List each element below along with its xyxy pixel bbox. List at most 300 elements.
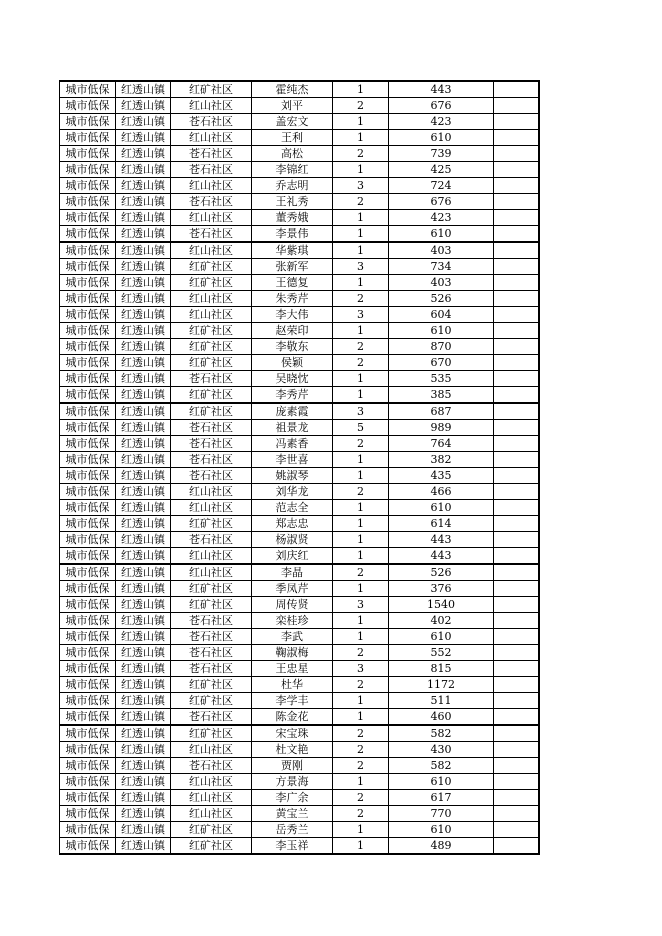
amount-cell[interactable]: 734: [389, 259, 494, 275]
category-cell[interactable]: 城市低保: [60, 709, 116, 726]
amount-cell[interactable]: 403: [389, 242, 494, 259]
amount-cell[interactable]: 403: [389, 275, 494, 291]
town-cell[interactable]: 红透山镇: [116, 114, 171, 130]
amount-cell[interactable]: 466: [389, 484, 494, 500]
category-cell[interactable]: 城市低保: [60, 790, 116, 806]
town-cell[interactable]: 红透山镇: [116, 291, 171, 307]
town-cell[interactable]: 红透山镇: [116, 790, 171, 806]
blank-cell[interactable]: [494, 162, 540, 178]
household-size-cell[interactable]: 1: [333, 822, 389, 838]
town-cell[interactable]: 红透山镇: [116, 581, 171, 597]
town-cell[interactable]: 红透山镇: [116, 693, 171, 709]
community-cell[interactable]: 苍石社区: [171, 371, 252, 387]
name-cell[interactable]: 杨淑贤: [252, 532, 333, 548]
amount-cell[interactable]: 460: [389, 709, 494, 726]
amount-cell[interactable]: 511: [389, 693, 494, 709]
amount-cell[interactable]: 423: [389, 114, 494, 130]
household-size-cell[interactable]: 1: [333, 210, 389, 226]
community-cell[interactable]: 红矿社区: [171, 275, 252, 291]
blank-cell[interactable]: [494, 790, 540, 806]
household-size-cell[interactable]: 1: [333, 226, 389, 243]
category-cell[interactable]: 城市低保: [60, 468, 116, 484]
amount-cell[interactable]: 526: [389, 564, 494, 581]
amount-cell[interactable]: 617: [389, 790, 494, 806]
household-size-cell[interactable]: 1: [333, 693, 389, 709]
community-cell[interactable]: 苍石社区: [171, 162, 252, 178]
category-cell[interactable]: 城市低保: [60, 307, 116, 323]
name-cell[interactable]: 周传贤: [252, 597, 333, 613]
amount-cell[interactable]: 430: [389, 742, 494, 758]
blank-cell[interactable]: [494, 709, 540, 726]
name-cell[interactable]: 张新军: [252, 259, 333, 275]
blank-cell[interactable]: [494, 194, 540, 210]
name-cell[interactable]: 李敬东: [252, 339, 333, 355]
community-cell[interactable]: 红矿社区: [171, 822, 252, 838]
blank-cell[interactable]: [494, 516, 540, 532]
town-cell[interactable]: 红透山镇: [116, 516, 171, 532]
town-cell[interactable]: 红透山镇: [116, 259, 171, 275]
household-size-cell[interactable]: 1: [333, 387, 389, 404]
category-cell[interactable]: 城市低保: [60, 339, 116, 355]
community-cell[interactable]: 苍石社区: [171, 452, 252, 468]
community-cell[interactable]: 苍石社区: [171, 436, 252, 452]
household-size-cell[interactable]: 1: [333, 500, 389, 516]
amount-cell[interactable]: 435: [389, 468, 494, 484]
household-size-cell[interactable]: 1: [333, 130, 389, 146]
blank-cell[interactable]: [494, 452, 540, 468]
amount-cell[interactable]: 526: [389, 291, 494, 307]
household-size-cell[interactable]: 2: [333, 146, 389, 162]
community-cell[interactable]: 红矿社区: [171, 81, 252, 98]
blank-cell[interactable]: [494, 146, 540, 162]
blank-cell[interactable]: [494, 629, 540, 645]
community-cell[interactable]: 苍石社区: [171, 629, 252, 645]
category-cell[interactable]: 城市低保: [60, 146, 116, 162]
blank-cell[interactable]: [494, 307, 540, 323]
name-cell[interactable]: 刘平: [252, 98, 333, 114]
town-cell[interactable]: 红透山镇: [116, 822, 171, 838]
town-cell[interactable]: 红透山镇: [116, 742, 171, 758]
name-cell[interactable]: 庞素霞: [252, 403, 333, 420]
amount-cell[interactable]: 535: [389, 371, 494, 387]
category-cell[interactable]: 城市低保: [60, 323, 116, 339]
name-cell[interactable]: 刘庆红: [252, 548, 333, 565]
blank-cell[interactable]: [494, 564, 540, 581]
name-cell[interactable]: 李大伟: [252, 307, 333, 323]
community-cell[interactable]: 红矿社区: [171, 516, 252, 532]
town-cell[interactable]: 红透山镇: [116, 210, 171, 226]
amount-cell[interactable]: 376: [389, 581, 494, 597]
town-cell[interactable]: 红透山镇: [116, 500, 171, 516]
amount-cell[interactable]: 1172: [389, 677, 494, 693]
amount-cell[interactable]: 989: [389, 420, 494, 436]
amount-cell[interactable]: 402: [389, 613, 494, 629]
amount-cell[interactable]: 610: [389, 629, 494, 645]
household-size-cell[interactable]: 1: [333, 838, 389, 855]
blank-cell[interactable]: [494, 339, 540, 355]
community-cell[interactable]: 红矿社区: [171, 693, 252, 709]
amount-cell[interactable]: 614: [389, 516, 494, 532]
name-cell[interactable]: 吴晓忱: [252, 371, 333, 387]
category-cell[interactable]: 城市低保: [60, 581, 116, 597]
category-cell[interactable]: 城市低保: [60, 291, 116, 307]
community-cell[interactable]: 红山社区: [171, 548, 252, 565]
town-cell[interactable]: 红透山镇: [116, 452, 171, 468]
town-cell[interactable]: 红透山镇: [116, 564, 171, 581]
household-size-cell[interactable]: 1: [333, 242, 389, 259]
blank-cell[interactable]: [494, 645, 540, 661]
category-cell[interactable]: 城市低保: [60, 114, 116, 130]
name-cell[interactable]: 黄宝兰: [252, 806, 333, 822]
household-size-cell[interactable]: 3: [333, 307, 389, 323]
blank-cell[interactable]: [494, 387, 540, 404]
name-cell[interactable]: 李武: [252, 629, 333, 645]
name-cell[interactable]: 李学丰: [252, 693, 333, 709]
amount-cell[interactable]: 489: [389, 838, 494, 855]
community-cell[interactable]: 红山社区: [171, 806, 252, 822]
name-cell[interactable]: 姚淑琴: [252, 468, 333, 484]
category-cell[interactable]: 城市低保: [60, 81, 116, 98]
category-cell[interactable]: 城市低保: [60, 484, 116, 500]
category-cell[interactable]: 城市低保: [60, 403, 116, 420]
name-cell[interactable]: 王忠星: [252, 661, 333, 677]
amount-cell[interactable]: 676: [389, 98, 494, 114]
household-size-cell[interactable]: 2: [333, 790, 389, 806]
household-size-cell[interactable]: 2: [333, 742, 389, 758]
household-size-cell[interactable]: 2: [333, 725, 389, 742]
community-cell[interactable]: 红山社区: [171, 564, 252, 581]
community-cell[interactable]: 红矿社区: [171, 677, 252, 693]
town-cell[interactable]: 红透山镇: [116, 484, 171, 500]
community-cell[interactable]: 红山社区: [171, 130, 252, 146]
name-cell[interactable]: 华紫琪: [252, 242, 333, 259]
amount-cell[interactable]: 724: [389, 178, 494, 194]
town-cell[interactable]: 红透山镇: [116, 709, 171, 726]
town-cell[interactable]: 红透山镇: [116, 194, 171, 210]
town-cell[interactable]: 红透山镇: [116, 146, 171, 162]
amount-cell[interactable]: 1540: [389, 597, 494, 613]
name-cell[interactable]: 李晶: [252, 564, 333, 581]
name-cell[interactable]: 高松: [252, 146, 333, 162]
category-cell[interactable]: 城市低保: [60, 693, 116, 709]
household-size-cell[interactable]: 1: [333, 323, 389, 339]
category-cell[interactable]: 城市低保: [60, 259, 116, 275]
category-cell[interactable]: 城市低保: [60, 774, 116, 790]
category-cell[interactable]: 城市低保: [60, 597, 116, 613]
blank-cell[interactable]: [494, 661, 540, 677]
household-size-cell[interactable]: 1: [333, 452, 389, 468]
amount-cell[interactable]: 382: [389, 452, 494, 468]
town-cell[interactable]: 红透山镇: [116, 645, 171, 661]
category-cell[interactable]: 城市低保: [60, 98, 116, 114]
name-cell[interactable]: 范志全: [252, 500, 333, 516]
category-cell[interactable]: 城市低保: [60, 838, 116, 855]
blank-cell[interactable]: [494, 725, 540, 742]
amount-cell[interactable]: 552: [389, 645, 494, 661]
household-size-cell[interactable]: 2: [333, 194, 389, 210]
blank-cell[interactable]: [494, 275, 540, 291]
name-cell[interactable]: 王德复: [252, 275, 333, 291]
town-cell[interactable]: 红透山镇: [116, 162, 171, 178]
name-cell[interactable]: 宋宝珠: [252, 725, 333, 742]
category-cell[interactable]: 城市低保: [60, 742, 116, 758]
town-cell[interactable]: 红透山镇: [116, 178, 171, 194]
name-cell[interactable]: 赵荣印: [252, 323, 333, 339]
blank-cell[interactable]: [494, 774, 540, 790]
name-cell[interactable]: 董秀娥: [252, 210, 333, 226]
category-cell[interactable]: 城市低保: [60, 226, 116, 243]
name-cell[interactable]: 王利: [252, 130, 333, 146]
category-cell[interactable]: 城市低保: [60, 629, 116, 645]
community-cell[interactable]: 苍石社区: [171, 613, 252, 629]
category-cell[interactable]: 城市低保: [60, 452, 116, 468]
household-size-cell[interactable]: 3: [333, 597, 389, 613]
household-size-cell[interactable]: 1: [333, 629, 389, 645]
blank-cell[interactable]: [494, 210, 540, 226]
amount-cell[interactable]: 610: [389, 130, 494, 146]
name-cell[interactable]: 李世喜: [252, 452, 333, 468]
blank-cell[interactable]: [494, 242, 540, 259]
household-size-cell[interactable]: 1: [333, 709, 389, 726]
category-cell[interactable]: 城市低保: [60, 758, 116, 774]
blank-cell[interactable]: [494, 822, 540, 838]
category-cell[interactable]: 城市低保: [60, 548, 116, 565]
amount-cell[interactable]: 610: [389, 323, 494, 339]
name-cell[interactable]: 刘华龙: [252, 484, 333, 500]
blank-cell[interactable]: [494, 98, 540, 114]
amount-cell[interactable]: 604: [389, 307, 494, 323]
community-cell[interactable]: 红山社区: [171, 178, 252, 194]
community-cell[interactable]: 红山社区: [171, 774, 252, 790]
community-cell[interactable]: 苍石社区: [171, 661, 252, 677]
blank-cell[interactable]: [494, 468, 540, 484]
blank-cell[interactable]: [494, 806, 540, 822]
household-size-cell[interactable]: 1: [333, 548, 389, 565]
name-cell[interactable]: 鞠淑梅: [252, 645, 333, 661]
town-cell[interactable]: 红透山镇: [116, 242, 171, 259]
category-cell[interactable]: 城市低保: [60, 178, 116, 194]
town-cell[interactable]: 红透山镇: [116, 371, 171, 387]
blank-cell[interactable]: [494, 597, 540, 613]
amount-cell[interactable]: 425: [389, 162, 494, 178]
category-cell[interactable]: 城市低保: [60, 436, 116, 452]
community-cell[interactable]: 苍石社区: [171, 114, 252, 130]
town-cell[interactable]: 红透山镇: [116, 130, 171, 146]
blank-cell[interactable]: [494, 500, 540, 516]
blank-cell[interactable]: [494, 403, 540, 420]
community-cell[interactable]: 苍石社区: [171, 194, 252, 210]
amount-cell[interactable]: 443: [389, 532, 494, 548]
amount-cell[interactable]: 870: [389, 339, 494, 355]
name-cell[interactable]: 朱秀芹: [252, 291, 333, 307]
household-size-cell[interactable]: 1: [333, 468, 389, 484]
category-cell[interactable]: 城市低保: [60, 355, 116, 371]
community-cell[interactable]: 苍石社区: [171, 146, 252, 162]
amount-cell[interactable]: 676: [389, 194, 494, 210]
household-size-cell[interactable]: 5: [333, 420, 389, 436]
town-cell[interactable]: 红透山镇: [116, 758, 171, 774]
blank-cell[interactable]: [494, 677, 540, 693]
household-size-cell[interactable]: 2: [333, 436, 389, 452]
household-size-cell[interactable]: 2: [333, 677, 389, 693]
amount-cell[interactable]: 610: [389, 226, 494, 243]
blank-cell[interactable]: [494, 291, 540, 307]
amount-cell[interactable]: 670: [389, 355, 494, 371]
town-cell[interactable]: 红透山镇: [116, 436, 171, 452]
category-cell[interactable]: 城市低保: [60, 194, 116, 210]
category-cell[interactable]: 城市低保: [60, 613, 116, 629]
category-cell[interactable]: 城市低保: [60, 564, 116, 581]
town-cell[interactable]: 红透山镇: [116, 838, 171, 855]
amount-cell[interactable]: 739: [389, 146, 494, 162]
blank-cell[interactable]: [494, 742, 540, 758]
household-size-cell[interactable]: 1: [333, 581, 389, 597]
household-size-cell[interactable]: 1: [333, 162, 389, 178]
name-cell[interactable]: 杜华: [252, 677, 333, 693]
category-cell[interactable]: 城市低保: [60, 725, 116, 742]
town-cell[interactable]: 红透山镇: [116, 677, 171, 693]
community-cell[interactable]: 红山社区: [171, 242, 252, 259]
name-cell[interactable]: 李景伟: [252, 226, 333, 243]
community-cell[interactable]: 苍石社区: [171, 420, 252, 436]
blank-cell[interactable]: [494, 548, 540, 565]
community-cell[interactable]: 苍石社区: [171, 758, 252, 774]
name-cell[interactable]: 岳秀兰: [252, 822, 333, 838]
blank-cell[interactable]: [494, 81, 540, 98]
town-cell[interactable]: 红透山镇: [116, 597, 171, 613]
household-size-cell[interactable]: 2: [333, 484, 389, 500]
name-cell[interactable]: 李玉祥: [252, 838, 333, 855]
household-size-cell[interactable]: 2: [333, 564, 389, 581]
category-cell[interactable]: 城市低保: [60, 275, 116, 291]
community-cell[interactable]: 红山社区: [171, 790, 252, 806]
town-cell[interactable]: 红透山镇: [116, 613, 171, 629]
amount-cell[interactable]: 582: [389, 725, 494, 742]
amount-cell[interactable]: 443: [389, 548, 494, 565]
blank-cell[interactable]: [494, 114, 540, 130]
blank-cell[interactable]: [494, 838, 540, 855]
amount-cell[interactable]: 687: [389, 403, 494, 420]
town-cell[interactable]: 红透山镇: [116, 275, 171, 291]
blank-cell[interactable]: [494, 130, 540, 146]
town-cell[interactable]: 红透山镇: [116, 307, 171, 323]
name-cell[interactable]: 杜文艳: [252, 742, 333, 758]
category-cell[interactable]: 城市低保: [60, 661, 116, 677]
community-cell[interactable]: 苍石社区: [171, 645, 252, 661]
community-cell[interactable]: 红山社区: [171, 500, 252, 516]
town-cell[interactable]: 红透山镇: [116, 548, 171, 565]
community-cell[interactable]: 红矿社区: [171, 403, 252, 420]
community-cell[interactable]: 红矿社区: [171, 597, 252, 613]
blank-cell[interactable]: [494, 484, 540, 500]
household-size-cell[interactable]: 1: [333, 371, 389, 387]
name-cell[interactable]: 侯颖: [252, 355, 333, 371]
town-cell[interactable]: 红透山镇: [116, 468, 171, 484]
town-cell[interactable]: 红透山镇: [116, 532, 171, 548]
household-size-cell[interactable]: 1: [333, 532, 389, 548]
name-cell[interactable]: 祖景龙: [252, 420, 333, 436]
category-cell[interactable]: 城市低保: [60, 210, 116, 226]
amount-cell[interactable]: 610: [389, 822, 494, 838]
community-cell[interactable]: 红矿社区: [171, 339, 252, 355]
community-cell[interactable]: 苍石社区: [171, 709, 252, 726]
town-cell[interactable]: 红透山镇: [116, 629, 171, 645]
community-cell[interactable]: 红矿社区: [171, 725, 252, 742]
blank-cell[interactable]: [494, 532, 540, 548]
town-cell[interactable]: 红透山镇: [116, 387, 171, 404]
name-cell[interactable]: 李广余: [252, 790, 333, 806]
category-cell[interactable]: 城市低保: [60, 645, 116, 661]
household-size-cell[interactable]: 2: [333, 645, 389, 661]
community-cell[interactable]: 红山社区: [171, 291, 252, 307]
blank-cell[interactable]: [494, 259, 540, 275]
blank-cell[interactable]: [494, 693, 540, 709]
town-cell[interactable]: 红透山镇: [116, 323, 171, 339]
town-cell[interactable]: 红透山镇: [116, 774, 171, 790]
community-cell[interactable]: 苍石社区: [171, 532, 252, 548]
category-cell[interactable]: 城市低保: [60, 500, 116, 516]
community-cell[interactable]: 红山社区: [171, 98, 252, 114]
household-size-cell[interactable]: 2: [333, 806, 389, 822]
category-cell[interactable]: 城市低保: [60, 806, 116, 822]
community-cell[interactable]: 红矿社区: [171, 259, 252, 275]
community-cell[interactable]: 红山社区: [171, 742, 252, 758]
town-cell[interactable]: 红透山镇: [116, 81, 171, 98]
category-cell[interactable]: 城市低保: [60, 822, 116, 838]
household-size-cell[interactable]: 2: [333, 98, 389, 114]
category-cell[interactable]: 城市低保: [60, 420, 116, 436]
blank-cell[interactable]: [494, 436, 540, 452]
name-cell[interactable]: 贾刚: [252, 758, 333, 774]
household-size-cell[interactable]: 1: [333, 275, 389, 291]
community-cell[interactable]: 红山社区: [171, 210, 252, 226]
household-size-cell[interactable]: 1: [333, 81, 389, 98]
household-size-cell[interactable]: 1: [333, 114, 389, 130]
blank-cell[interactable]: [494, 355, 540, 371]
community-cell[interactable]: 红矿社区: [171, 581, 252, 597]
blank-cell[interactable]: [494, 581, 540, 597]
town-cell[interactable]: 红透山镇: [116, 725, 171, 742]
household-size-cell[interactable]: 2: [333, 291, 389, 307]
name-cell[interactable]: 李秀芹: [252, 387, 333, 404]
category-cell[interactable]: 城市低保: [60, 532, 116, 548]
household-size-cell[interactable]: 3: [333, 259, 389, 275]
amount-cell[interactable]: 443: [389, 81, 494, 98]
household-size-cell[interactable]: 2: [333, 758, 389, 774]
town-cell[interactable]: 红透山镇: [116, 420, 171, 436]
amount-cell[interactable]: 770: [389, 806, 494, 822]
category-cell[interactable]: 城市低保: [60, 516, 116, 532]
name-cell[interactable]: 李锦红: [252, 162, 333, 178]
town-cell[interactable]: 红透山镇: [116, 806, 171, 822]
household-size-cell[interactable]: 2: [333, 339, 389, 355]
community-cell[interactable]: 红山社区: [171, 307, 252, 323]
town-cell[interactable]: 红透山镇: [116, 403, 171, 420]
household-size-cell[interactable]: 1: [333, 774, 389, 790]
name-cell[interactable]: 盖宏文: [252, 114, 333, 130]
blank-cell[interactable]: [494, 420, 540, 436]
town-cell[interactable]: 红透山镇: [116, 226, 171, 243]
household-size-cell[interactable]: 3: [333, 661, 389, 677]
household-size-cell[interactable]: 2: [333, 355, 389, 371]
name-cell[interactable]: 霍纯杰: [252, 81, 333, 98]
amount-cell[interactable]: 423: [389, 210, 494, 226]
name-cell[interactable]: 郑志忠: [252, 516, 333, 532]
household-size-cell[interactable]: 3: [333, 178, 389, 194]
category-cell[interactable]: 城市低保: [60, 130, 116, 146]
household-size-cell[interactable]: 3: [333, 403, 389, 420]
town-cell[interactable]: 红透山镇: [116, 661, 171, 677]
